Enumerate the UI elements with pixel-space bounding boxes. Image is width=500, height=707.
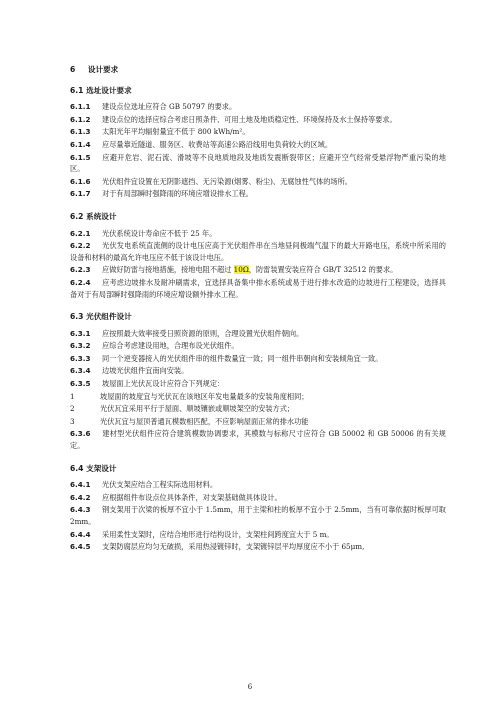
list-text: 光伏瓦宜采用平行于屋面、顺坡镶嵌或顺坡架空的安装方式； [100, 404, 295, 414]
clause-number: 6.4.5 [70, 542, 91, 552]
list-item [70, 403, 446, 415]
clause-number: 6.4.4 [70, 529, 91, 539]
clause-text: 对于有局部瞬时强降雨的环境应增设排水工程。 [102, 189, 253, 199]
clause-number: 6.4.1 [70, 480, 91, 490]
section-number: 6.1 [70, 85, 84, 95]
clause [70, 176, 446, 188]
section-heading [70, 85, 446, 97]
clause [70, 340, 446, 352]
clause-text: 坡屋面上光伏瓦设计应符合下列规定： [102, 379, 225, 389]
clause-text: 采用柔性支架时，应结合地形进行结构设计，支架柱间跨度宜大于 5 m。 [102, 529, 334, 539]
clause [70, 353, 446, 365]
clause-number: 6.1.4 [70, 139, 91, 149]
chapter-heading [70, 64, 446, 76]
clause [70, 264, 446, 276]
clause [70, 328, 446, 340]
clause [70, 240, 446, 263]
clause-text: 光伏系统设计寿命应不低于 25 年。 [102, 228, 217, 238]
clause-text: 光伏组件宜设置在无阴影遮挡、无污染源(烟雾、粉尘)、无腐蚀性气体的场所。 [102, 176, 352, 186]
list-item [70, 391, 446, 403]
chapter-title: 设计要求 [87, 65, 119, 74]
clause-number: 6.1.7 [70, 189, 91, 199]
clause-text: 边坡光伏组件宜南向安装。 [102, 366, 189, 376]
clause-text: 应做好防雷与接地措施，接地电阻不超过 [102, 265, 234, 275]
clause-number: 6.3.3 [70, 353, 91, 363]
clause-text: 应尽量靠近隧道、服务区、收费站等高速公路沿线用电负荷较大的区域。 [102, 139, 333, 149]
clause-text: 建设点位选址应符合 GB 50797 的要求。 [102, 102, 237, 112]
clause [70, 277, 446, 300]
clause [70, 228, 446, 240]
chapter-number: 6 [70, 65, 76, 74]
clause-number: 6.2.2 [70, 241, 91, 251]
clause-number: 6.3.6 [70, 429, 91, 439]
section-heading [70, 311, 446, 323]
clause [70, 365, 446, 377]
clause-text: 支架防腐层应均匀无破损，采用热浸镀锌时，支架镀锌层平均厚度应不小于 65μm, [102, 542, 365, 552]
clause-text: 光伏支架应结合工程实际选用材料。 [102, 480, 218, 490]
clause [70, 492, 446, 504]
clause-text: 建设点位的选择应综合考虑日照条件、可用土地及地质稳定性、环境保持及水土保持等要求。 [102, 114, 397, 124]
clause-number: 6.4.2 [70, 492, 91, 502]
clause-text: 钢支架用于次梁的板厚不宜小于 1.5mm，用于主梁和柱的板厚不宜小于 2.5mm，当有可靠依据时板厚可取 2mm。 [70, 505, 446, 526]
clause-text: 应综合考虑建设用地，合理布设光伏组件。 [102, 341, 239, 351]
clause-text: 太阳光年平均辐射量宜不低于 800 kWh/m²。 [102, 127, 250, 137]
clause-number: 6.4.3 [70, 505, 91, 515]
clause-number: 6.1.1 [70, 102, 91, 112]
clause-number: 6.3.4 [70, 366, 91, 376]
list-number: 1 [70, 391, 75, 401]
clause [70, 152, 446, 175]
section-heading [70, 211, 446, 223]
clause-number: 6.1.3 [70, 127, 91, 137]
clause-number: 6.2.3 [70, 265, 91, 275]
section-title: 选址设计要求 [86, 85, 132, 95]
clause [70, 126, 446, 138]
clause-number: 6.1.2 [70, 114, 91, 124]
section-number: 6.2 [70, 211, 84, 221]
clause [70, 378, 446, 390]
clause [70, 504, 446, 527]
clause [70, 428, 446, 451]
clause [70, 139, 446, 151]
list-text: 坡屋面的坡度宜与光伏瓦在该地区年发电量最多的安装角度相同； [100, 391, 309, 401]
document-body [70, 64, 446, 554]
clause-text: 应避开危岩、泥石流、滑坡等不良地质地段及地质发震断裂带区；应避开空气经常受悬浮物严重污染的地区。 [70, 152, 446, 174]
page-number: 6 [247, 683, 253, 691]
clause-text: ，防雷装置安装应符合 GB/T 32512 的要求。 [248, 265, 398, 275]
clause-text: 建材型光伏组件应符合建筑模数协调要求，其模数与标称尺寸应符合 GB 50002 和 GB 50006 的有关规定。 [70, 429, 446, 451]
clause-text: 光伏发电系统直流侧的设计电压应高于光伏组件串在当地昼间极端气温下的最大开路电压，系统中所采用的设备和材料的最高允许电压应不低于该设计电压。 [70, 241, 446, 262]
clause-number: 6.2.4 [70, 277, 91, 287]
clause-number: 6.1.5 [70, 152, 91, 162]
clause-number: 6.3.5 [70, 379, 91, 389]
clause [70, 541, 446, 553]
clause-number: 6.3.2 [70, 341, 91, 351]
list-number: 2 [70, 404, 75, 414]
clause-text: 同一个逆变器接入的光伏组件串的组件数量宜一致；同一组件串朝向和安装倾角宜一致。 [102, 353, 383, 363]
clause-number: 6.2.1 [70, 228, 91, 238]
section-number: 6.3 [70, 312, 84, 322]
section-heading [70, 463, 446, 475]
clause-text: 应按照最大效率接受日照资源的原则，合理设置光伏组件朝向。 [102, 328, 304, 338]
clause [70, 188, 446, 200]
section-title: 光伏组件设计 [86, 312, 132, 322]
clause [70, 101, 446, 113]
clause-number: 6.1.6 [70, 176, 91, 186]
clause-number: 6.3.1 [70, 328, 91, 338]
highlighted-text: 10Ω [233, 265, 249, 275]
list-number: 3 [70, 416, 75, 426]
list-text: 光伏瓦宜与屋顶普通瓦模数相匹配，不应影响屋面正常的排水功能 [100, 416, 309, 426]
section-number: 6.4 [70, 463, 84, 473]
section-title: 系统设计 [86, 211, 117, 221]
section-title: 支架设计 [86, 463, 117, 473]
clause [70, 529, 446, 541]
clause-text: 应考虑边坡排水及耐冲刷需求，宜选择具备集中排水系统或易于进行排水改造的边坡进行工程建设，选择具备对于有局部瞬时强降雨的环境应增设额外排水工程。 [70, 277, 446, 299]
clause [70, 114, 446, 126]
clause [70, 479, 446, 491]
list-item [70, 416, 446, 428]
clause-text: 应根据组件布设点位具体条件，对支架基础做具体设计。 [102, 492, 282, 502]
